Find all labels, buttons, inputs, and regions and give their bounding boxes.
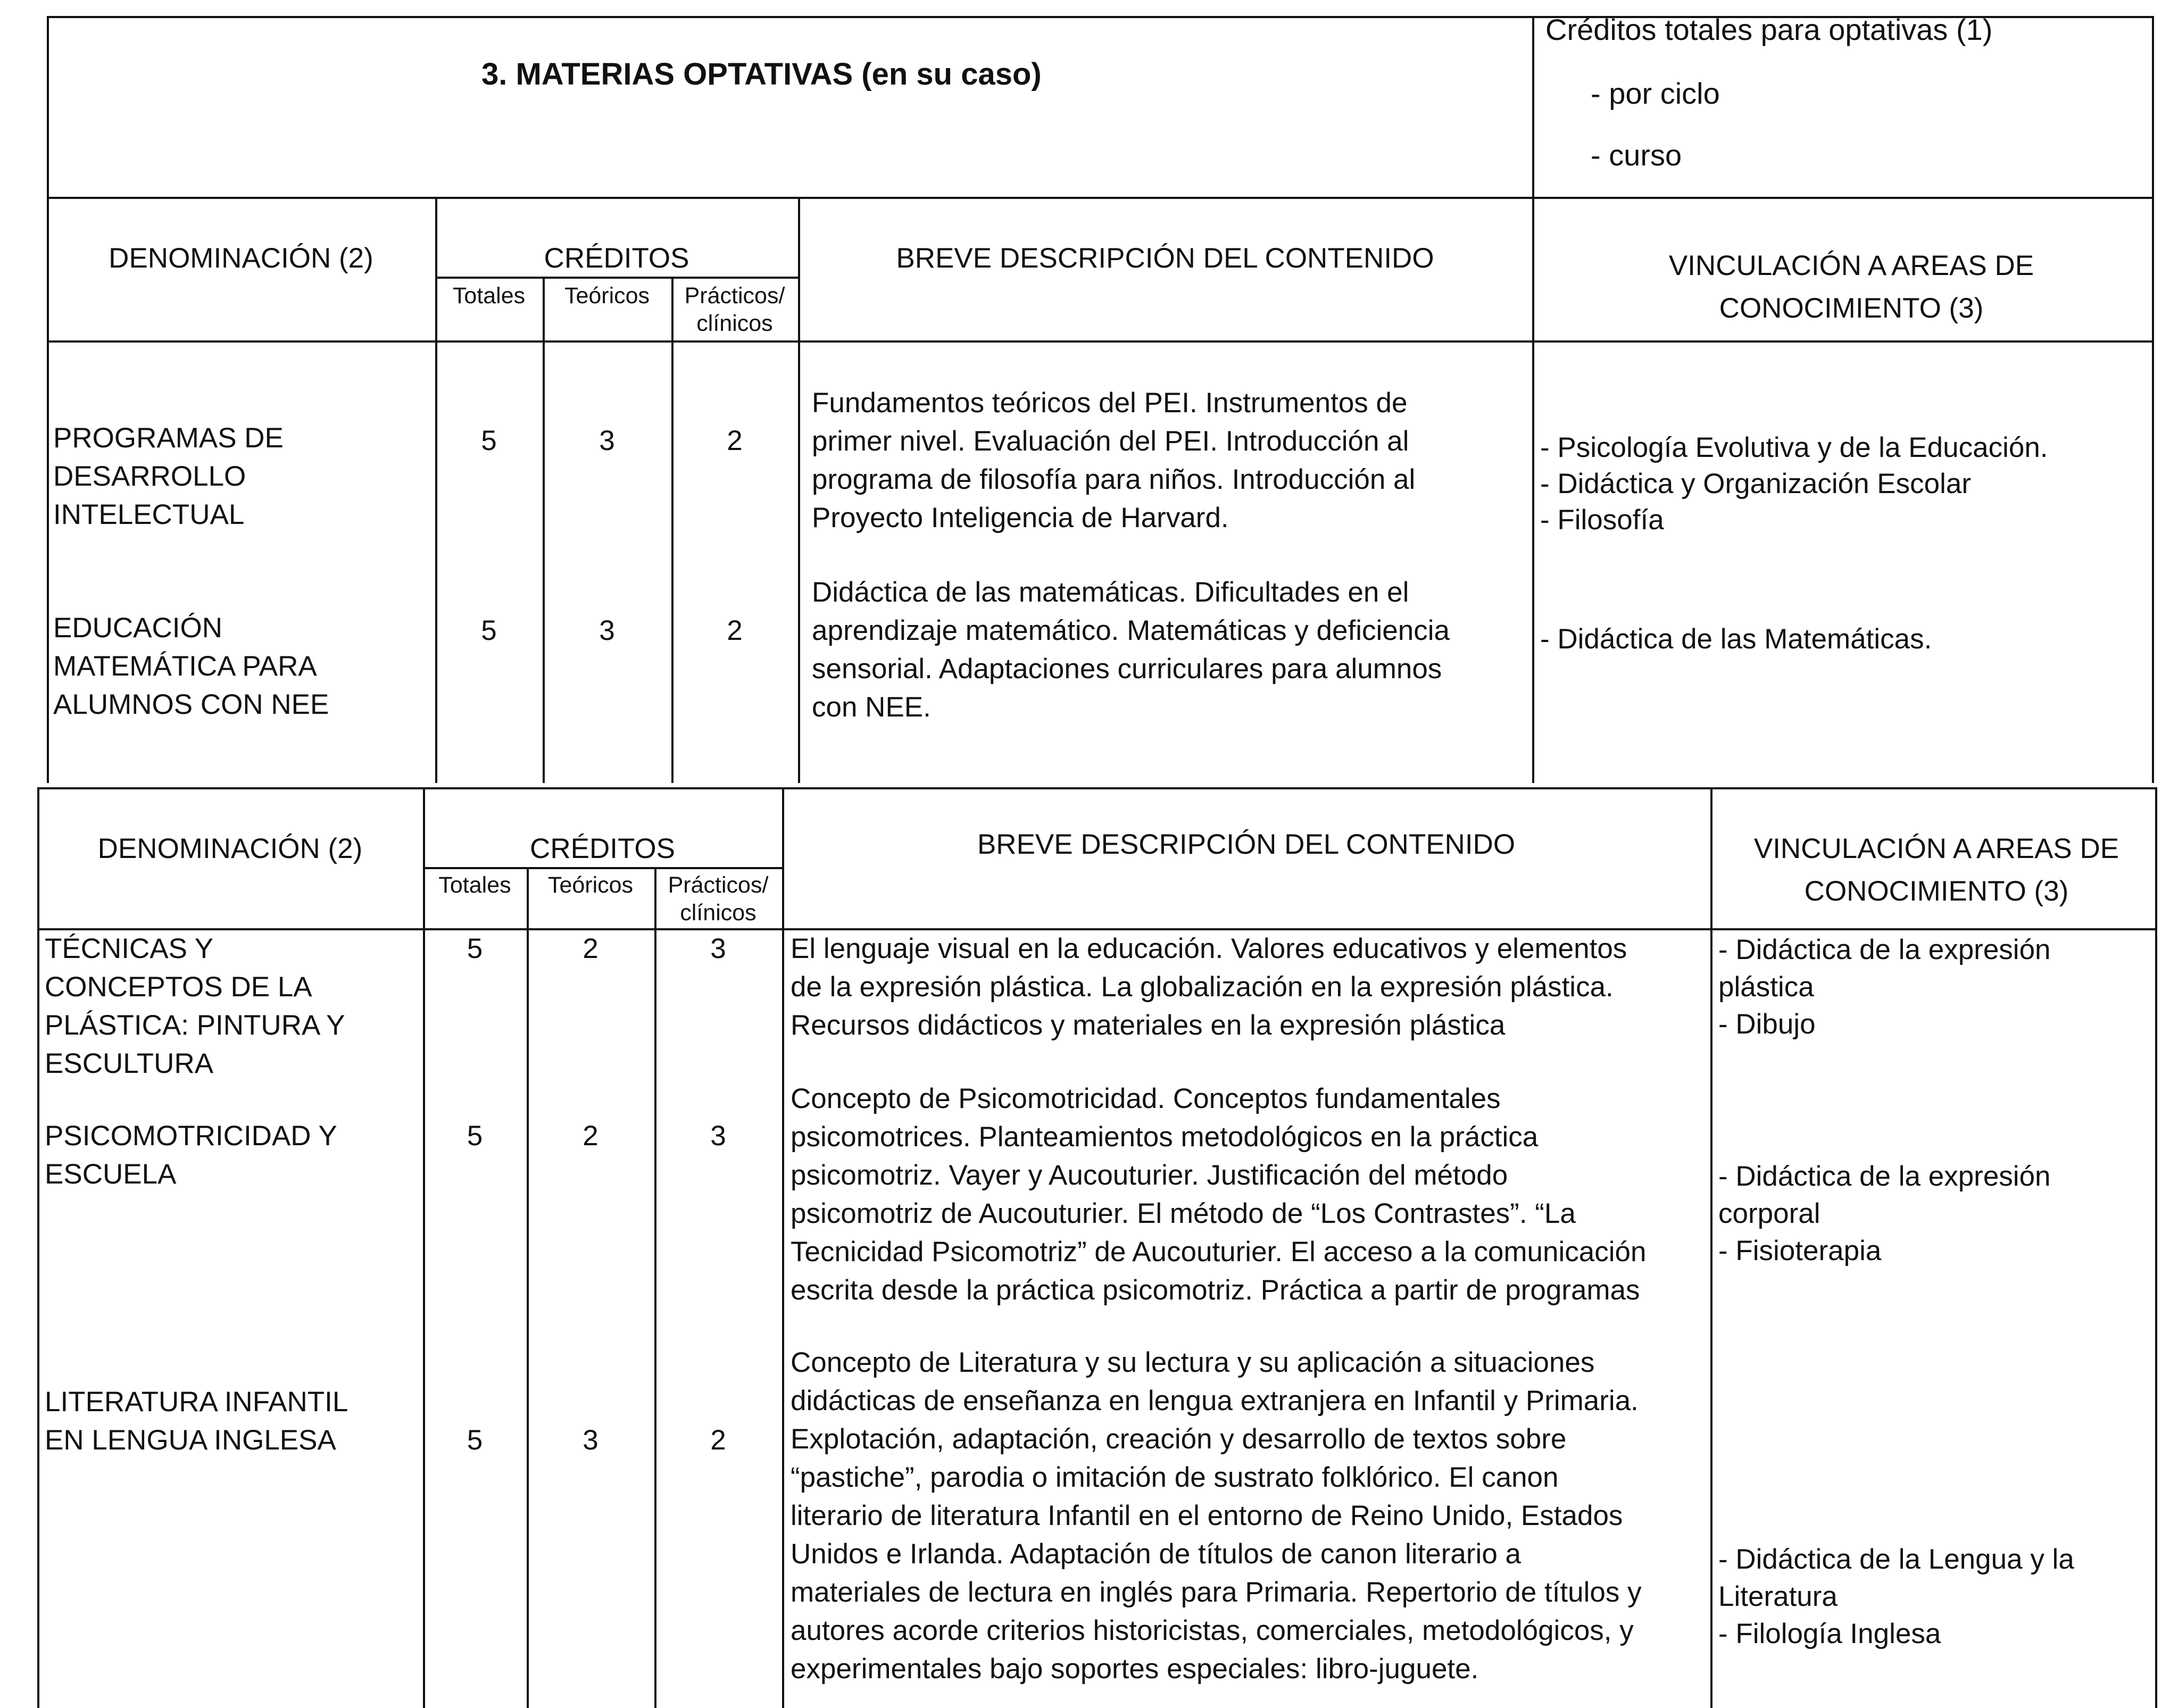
row-name-line: ALUMNOS CON NEE (53, 689, 329, 720)
row-name-line: LITERATURA INFANTIL (45, 1386, 348, 1418)
row-description-line: con NEE. (812, 691, 931, 723)
row-description-line: de la expresión plástica. La globalización en la expresión plástica. (791, 971, 1614, 1003)
row-totales: 5 (467, 933, 483, 964)
row-area-line: Literatura (1718, 1581, 1838, 1612)
row-area-line: plástica (1718, 971, 1814, 1003)
header-creditos: CRÉDITOS (544, 243, 689, 274)
credits-heading: Créditos totales para optativas (1) (1545, 13, 1993, 46)
row-area-line: - Fisioterapia (1718, 1235, 1882, 1267)
header-teoricos: Teóricos (564, 283, 650, 309)
row-teoricos: 3 (599, 615, 615, 646)
row-description-line: Concepto de Psicomotricidad. Conceptos fundamentales (791, 1083, 1501, 1114)
row-description-line: psicomotrices. Planteamientos metodológicos en la práctica (791, 1121, 1539, 1153)
row-description-line: escrita desde la práctica psicomotriz. Práctica a partir de programas (791, 1274, 1640, 1306)
row-totales: 5 (481, 425, 497, 456)
header-denominacion: DENOMINACIÓN (2) (97, 833, 363, 864)
row-practicos: 3 (710, 933, 726, 964)
row-practicos: 2 (710, 1424, 726, 1456)
row-description-line: Proyecto Inteligencia de Harvard. (812, 502, 1229, 534)
row-description-line: Recursos didácticos y materiales en la expresión plástica (791, 1010, 1506, 1041)
header-teoricos: Teóricos (547, 872, 634, 898)
row-teoricos: 3 (599, 425, 615, 456)
row-name-line: DESARROLLO (53, 461, 246, 492)
row-name-line: TÉCNICAS Y (45, 933, 214, 964)
row-teoricos: 3 (583, 1424, 598, 1456)
section-title: 3. MATERIAS OPTATIVAS (en su caso) (481, 57, 1042, 91)
header-creditos: CRÉDITOS (530, 833, 675, 864)
credits-per-cycle: - por ciclo (1591, 77, 1720, 110)
header-descripcion: BREVE DESCRIPCIÓN DEL CONTENIDO (896, 243, 1434, 274)
row-name-line: ESCUELA (45, 1159, 177, 1190)
row-name-line: INTELECTUAL (53, 499, 245, 530)
row-area-line: - Psicología Evolutiva y de la Educación. (1540, 432, 2048, 463)
row-teoricos: 2 (583, 933, 598, 964)
row-area-line: - Filología Inglesa (1718, 1618, 1941, 1649)
row-totales: 5 (467, 1120, 483, 1152)
row-area-line: - Didáctica de la Lengua y la (1718, 1544, 2074, 1575)
row-totales: 5 (467, 1424, 483, 1456)
row-description-line: materiales de lectura en inglés para Primaria. Repertorio de títulos y (791, 1577, 1642, 1608)
row-area-line: - Dibujo (1718, 1009, 1816, 1040)
row-description-line: Unidos e Irlanda. Adaptación de títulos de canon literario a (791, 1538, 1522, 1570)
row-description-line: primer nivel. Evaluación del PEI. Introducción al (812, 426, 1409, 457)
row-name-line: EDUCACIÓN (53, 612, 223, 644)
row-description-line: psicomotriz. Vayer y Aucouturier. Justificación del método (791, 1160, 1508, 1191)
row-description-line: “pastiche”, parodia o imitación de sustrato folklórico. El canon (791, 1462, 1559, 1493)
row-name-line: PROGRAMAS DE (53, 422, 284, 454)
row-description-line: psicomotriz de Aucouturier. El método de “Los Contrastes”. “La (791, 1198, 1576, 1229)
row-description-line: Fundamentos teóricos del PEI. Instrumentos de (812, 387, 1408, 419)
row-practicos: 3 (710, 1120, 726, 1152)
row-description-line: autores acorde criterios historicistas, comerciales, metodológicos, y (791, 1615, 1634, 1646)
credits-course: - curso (1591, 138, 1682, 172)
header-denominacion: DENOMINACIÓN (2) (109, 243, 373, 274)
row-area-line: - Didáctica de las Matemáticas. (1540, 623, 1932, 655)
row-teoricos: 2 (583, 1120, 598, 1152)
header-practicos: Prácticos/ clínicos (684, 283, 785, 336)
row-area-line: - Didáctica de la expresión (1718, 934, 2051, 965)
row-description-line: didácticas de enseñanza en lengua extranjera en Infantil y Primaria. (791, 1385, 1639, 1417)
row-description-line: aprendizaje matemático. Matemáticas y deficiencia (812, 615, 1450, 646)
header-vinculacion: VINCULACIÓN A AREAS DE CONOCIMIENTO (3) (1668, 250, 2034, 324)
row-name-line: MATEMÁTICA PARA (53, 651, 317, 682)
header-vinculacion: VINCULACIÓN A AREAS DE CONOCIMIENTO (3) (1753, 833, 2119, 907)
row-area-line: corporal (1718, 1198, 1820, 1229)
row-name-line: CONCEPTOS DE LA (45, 971, 312, 1003)
row-description-line: literario de literatura Infantil en el entorno de Reino Unido, Estados (791, 1500, 1623, 1531)
row-totales: 5 (481, 615, 497, 646)
row-description-line: programa de filosofía para niños. Introducción al (812, 464, 1416, 495)
row-practicos: 2 (727, 425, 743, 456)
header-totales: Totales (438, 872, 511, 898)
row-description-line: experimentales bajo soportes especiales: libro-juguete. (791, 1653, 1479, 1685)
row-description-line: Didáctica de las matemáticas. Dificultades en el (812, 577, 1409, 608)
row-description-line: Tecnicidad Psicomotriz” de Aucouturier. El acceso a la comunicación (791, 1236, 1647, 1268)
row-practicos: 2 (727, 615, 743, 646)
header-totales: Totales (452, 283, 526, 309)
header-practicos: Prácticos/ clínicos (668, 872, 769, 926)
row-name-line: PLÁSTICA: PINTURA Y (45, 1010, 345, 1041)
row-description-line: sensorial. Adaptaciones curriculares para alumnos (812, 653, 1442, 685)
row-description-line: El lenguaje visual en la educación. Valores educativos y elementos (791, 933, 1627, 964)
row-area-line: - Didáctica de la expresión (1718, 1161, 2051, 1192)
row-description-line: Concepto de Literatura y su lectura y su aplicación a situaciones (791, 1347, 1595, 1378)
header-descripcion: BREVE DESCRIPCIÓN DEL CONTENIDO (977, 829, 1516, 860)
row-area-line: - Didáctica y Organización Escolar (1540, 468, 1972, 499)
row-area-line: - Filosofía (1540, 504, 1664, 536)
row-name-line: EN LENGUA INGLESA (45, 1424, 336, 1456)
row-name-line: ESCULTURA (45, 1048, 214, 1079)
row-description-line: Explotación, adaptación, creación y desarrollo de textos sobre (791, 1423, 1567, 1455)
row-name-line: PSICOMOTRICIDAD Y (45, 1120, 337, 1152)
